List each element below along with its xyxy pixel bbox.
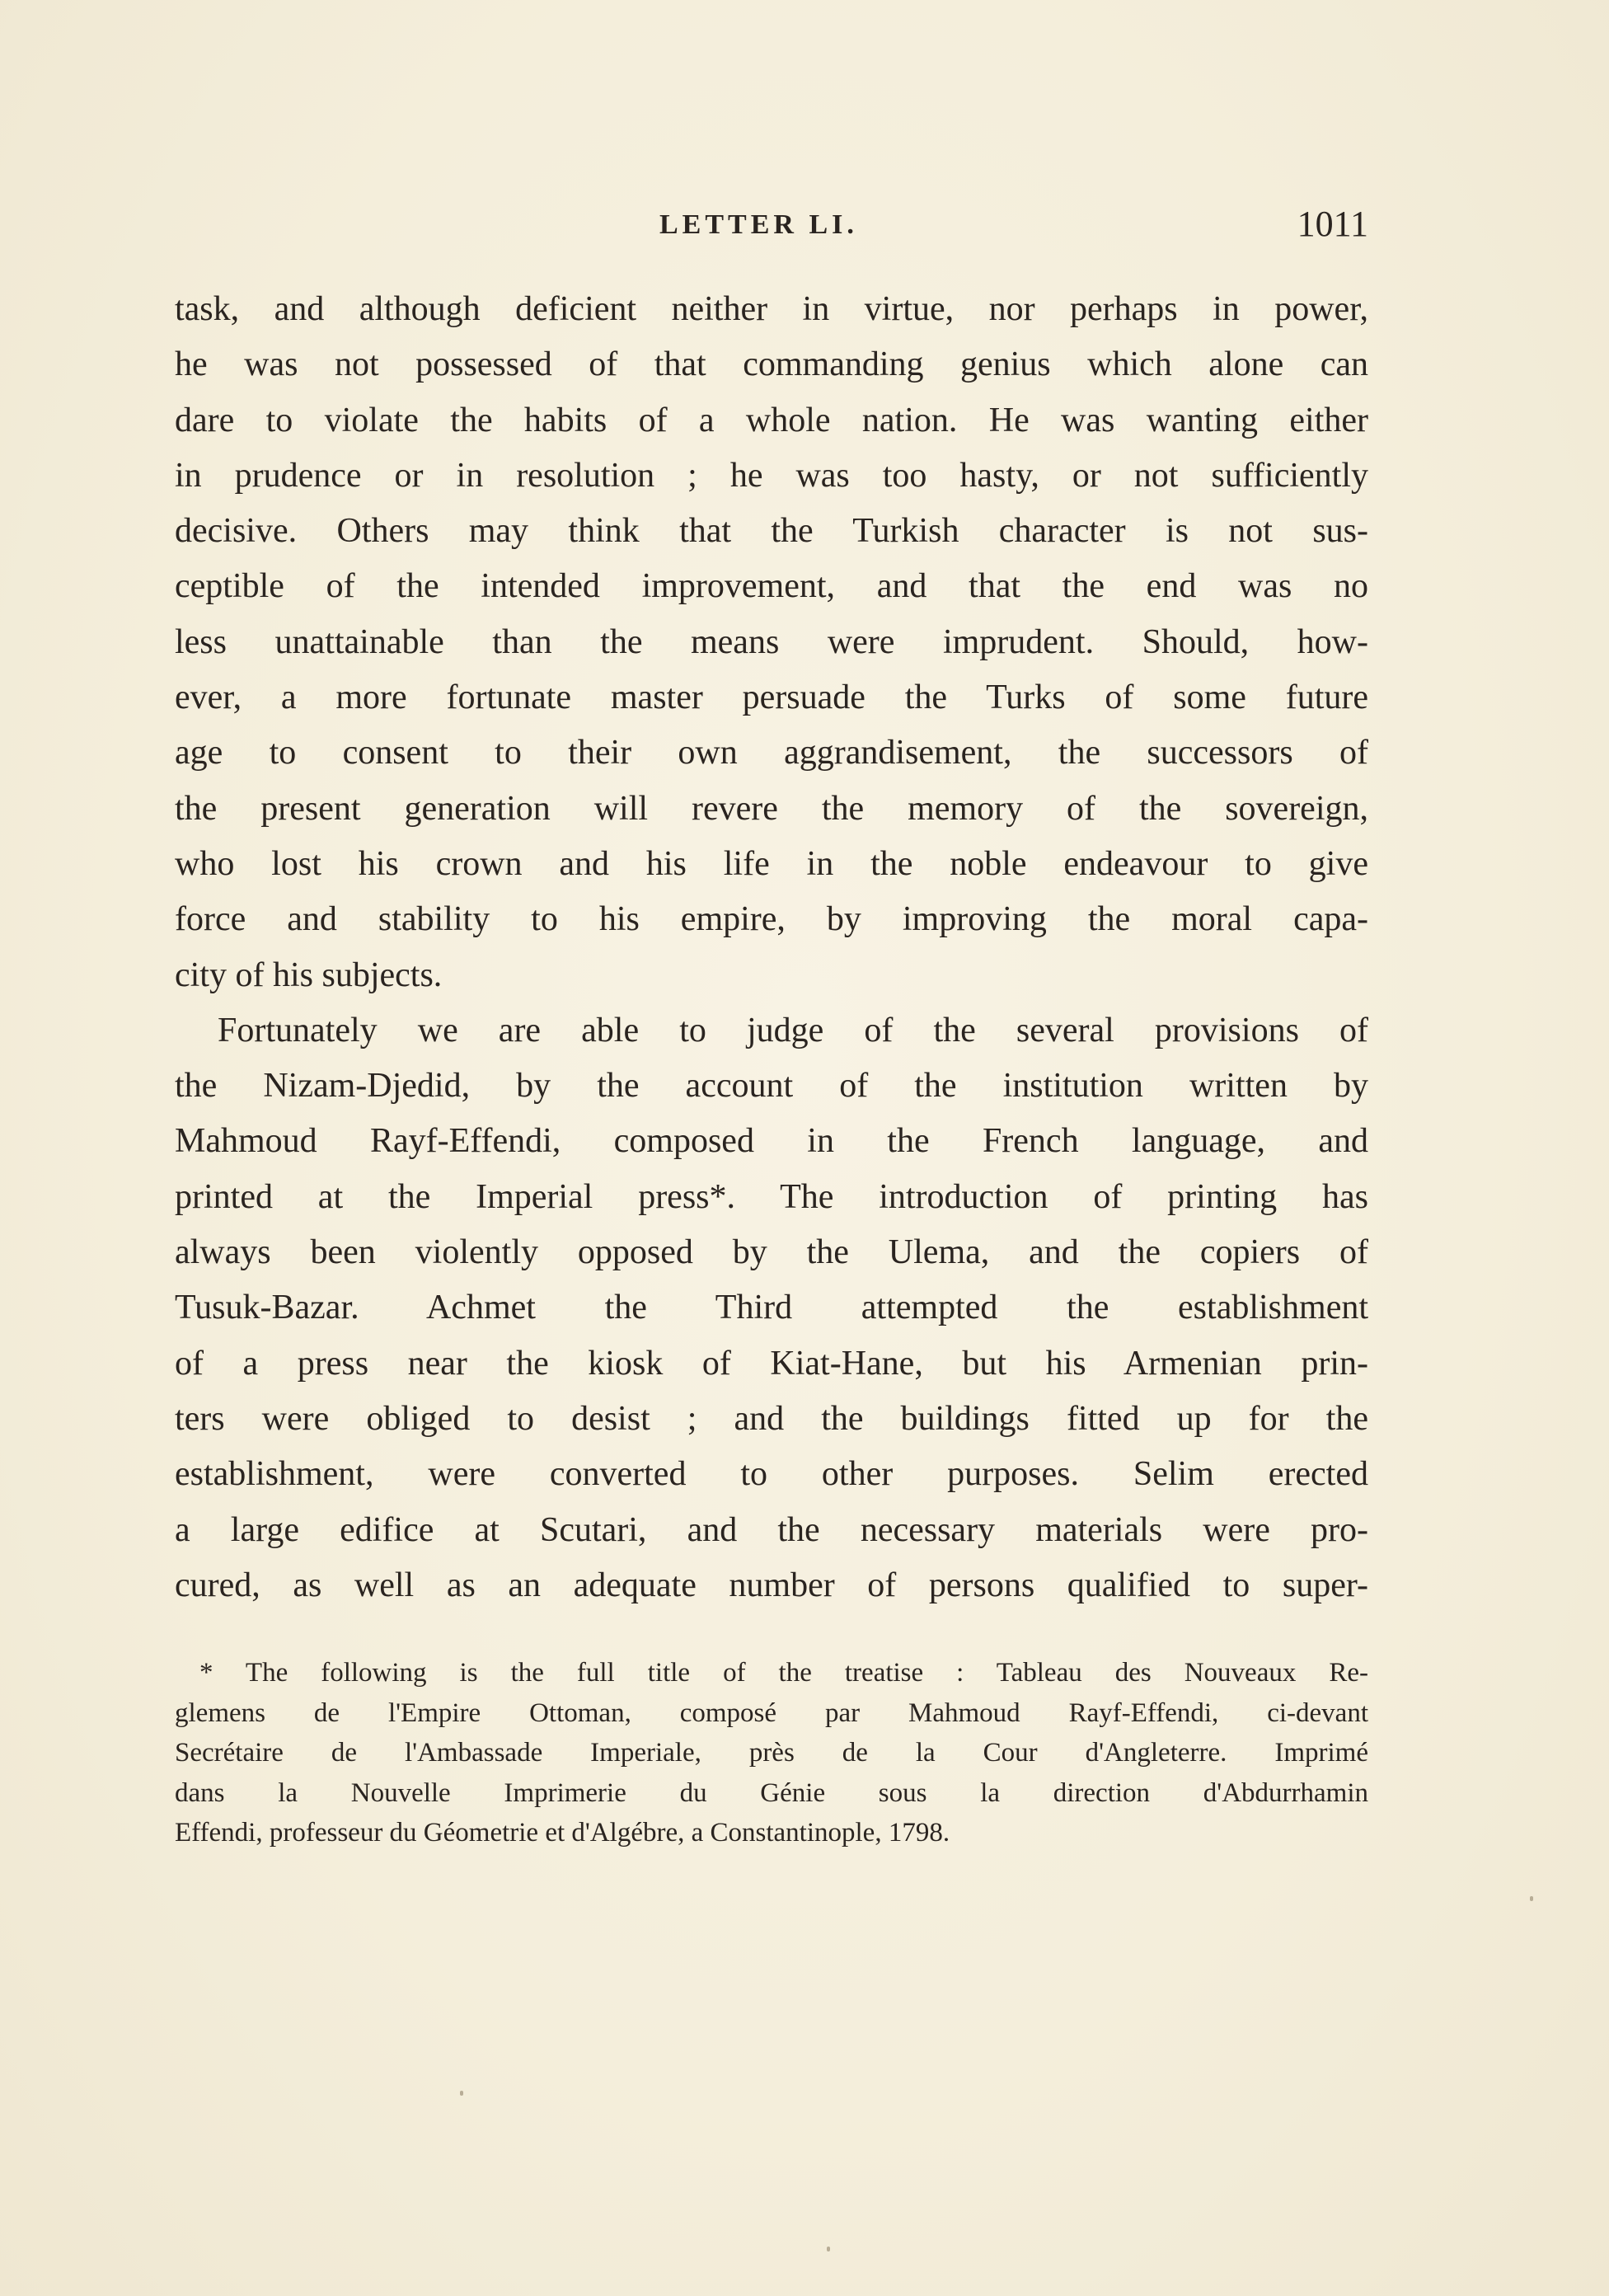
text-line: ceptible of the intended improvement, and that the end was no [175,567,1368,606]
text-line: the Nizam-Djedid, by the account of the institution written by [175,1067,1368,1106]
paper-speck [1530,1896,1533,1901]
footnote-line: Secrétaire de l'Ambassade Imperiale, près de la Cour d'Angleterre. Imprimé [175,1738,1368,1768]
text-line: of a press near the kiosk of Kiat-Hane, but his Armenian prin- [175,1344,1368,1383]
text-line: Mahmoud Rayf-Effendi, composed in the French language, and [175,1122,1368,1161]
text-line: decisive. Others may think that the Turkish character is not sus- [175,512,1368,551]
text-line: a large edifice at Scutari, and the necessary materials were pro- [175,1510,1368,1549]
footnote [175,1653,1368,1853]
footnote-line: Effendi, professeur du Géometrie et d'Algébre, a Constantinople, 1798. [175,1818,950,1848]
text-line: force and stability to his empire, by improving the moral capa- [175,900,1368,939]
footnote-line: glemens de l'Empire Ottoman, composé par Mahmoud Rayf-Effendi, ci-devant [175,1697,1368,1728]
text-line: city of his subjects. [175,955,443,994]
paper-speck [827,2247,830,2251]
footnote-line: * The following is the full title of the treatise : Tableau des Nouveaux Re- [199,1658,1368,1688]
text-line: dare to violate the habits of a whole nation. He was wanting either [175,401,1368,439]
text-line: printed at the Imperial press*. The introduction of printing has [175,1177,1368,1216]
text-line: age to consent to their own aggrandisement, the successors of [175,734,1368,772]
text-line: in prudence or in resolution ; he was too hasty, or not sufficiently [175,456,1368,495]
text-line: establishment, were converted to other purposes. Selim erected [175,1455,1368,1494]
text-line: who lost his crown and his life in the noble endeavour to give [175,844,1368,883]
text-line: he was not possessed of that commanding genius which alone can [175,345,1368,384]
text-line: ters were obliged to desist ; and the buildings fitted up for the [175,1399,1368,1438]
footnote-line: dans la Nouvelle Imprimerie du Génie sous la direction d'Abdurrhamin [175,1777,1368,1808]
text-line: cured, as well as an adequate number of persons qualified to super- [175,1566,1368,1604]
page-header [173,204,1368,254]
body-text [175,282,1368,1613]
text-line: ever, a more fortunate master persuade the Turks of some future [175,678,1368,717]
text-line: Tusuk-Bazar. Achmet the Third attempted the establishment [175,1289,1368,1327]
text-line: always been violently opposed by the Ulema, and the copiers of [175,1233,1368,1272]
text-line: task, and although deficient neither in virtue, nor perhaps in power, [175,290,1368,328]
text-line: less unattainable than the means were imprudent. Should, how- [175,622,1368,661]
running-head: LETTER LI. [659,209,858,240]
page-number: 1011 [1297,204,1368,244]
text-line: Fortunately we are able to judge of the several provisions of [218,1011,1368,1049]
paper-speck [460,2091,463,2096]
text-line: the present generation will revere the memory of the sovereign, [175,789,1368,828]
